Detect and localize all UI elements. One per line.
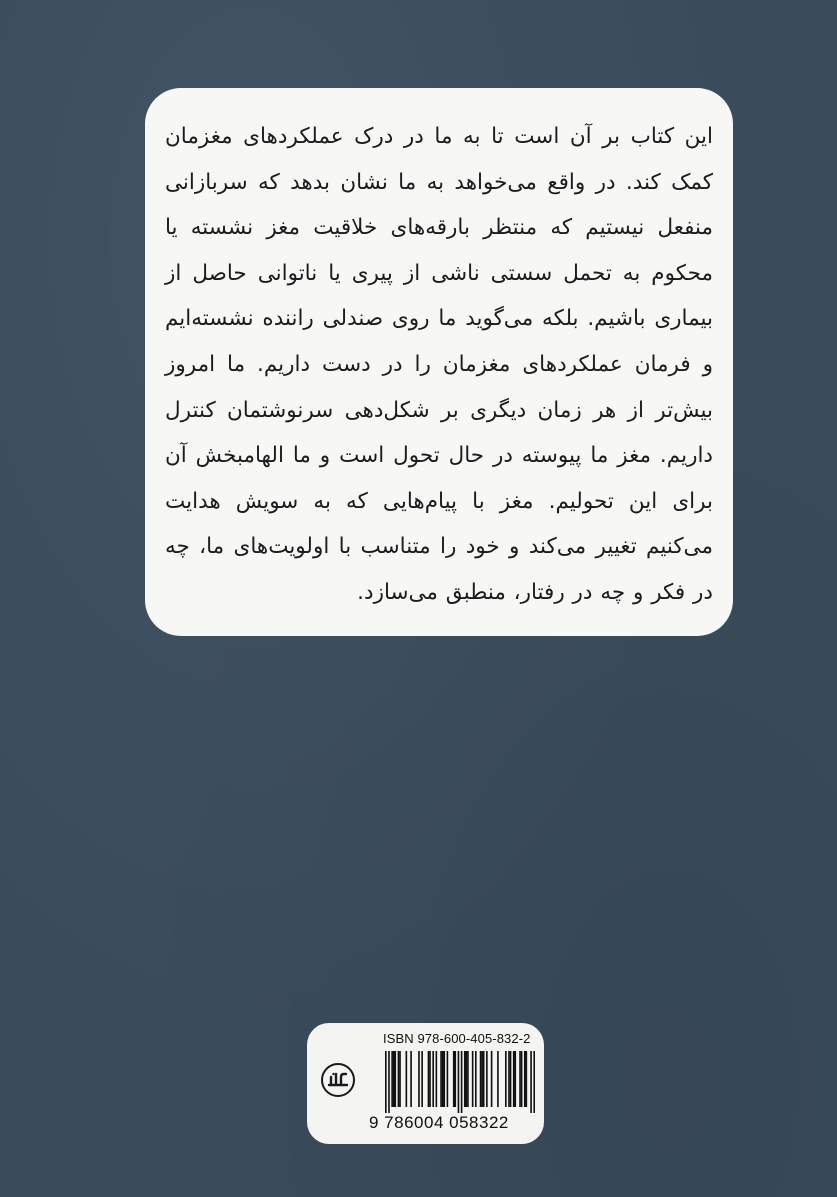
barcode-bar xyxy=(454,1051,456,1107)
barcode-bar xyxy=(394,1051,396,1107)
barcode-bar xyxy=(466,1051,468,1107)
barcode-bar xyxy=(472,1051,474,1107)
blurb-card xyxy=(145,88,733,636)
barcode-bar xyxy=(480,1051,482,1107)
barcode-bar xyxy=(410,1051,412,1107)
isbn-number: ISBN 978-600-405-832-2 xyxy=(383,1031,531,1046)
barcode-bar xyxy=(508,1051,510,1107)
barcode-bar xyxy=(491,1051,493,1107)
barcode-bar xyxy=(453,1051,455,1107)
barcode-bar xyxy=(442,1051,444,1107)
barcode-bar xyxy=(399,1051,401,1107)
barcode-bar xyxy=(526,1051,528,1107)
barcode-bar xyxy=(393,1051,395,1107)
barcode-bar xyxy=(464,1051,466,1107)
barcode-bar xyxy=(447,1051,449,1107)
barcode-bar xyxy=(533,1051,535,1113)
barcode-bar xyxy=(436,1051,438,1107)
barcode-bar xyxy=(429,1051,431,1107)
barcode-bar xyxy=(481,1051,483,1107)
barcode-bar xyxy=(432,1051,434,1107)
barcode-bar xyxy=(461,1051,463,1113)
barcode-bar xyxy=(391,1051,393,1107)
barcode-bar xyxy=(483,1051,485,1107)
barcode-bar xyxy=(510,1051,512,1107)
barcode-bar xyxy=(486,1051,488,1107)
barcode-bar xyxy=(521,1051,523,1107)
barcode-digits: 9 786004 058322 xyxy=(369,1113,509,1132)
barcode-bar xyxy=(475,1051,477,1107)
barcode-bar xyxy=(418,1051,420,1107)
barcode-bar xyxy=(519,1051,521,1107)
barcode-bar xyxy=(505,1051,507,1107)
barcode-bar xyxy=(406,1051,408,1107)
barcode-bar xyxy=(497,1051,499,1107)
barcode-bar xyxy=(524,1051,526,1107)
barcode-bar xyxy=(388,1051,390,1113)
barcode xyxy=(385,1051,535,1113)
barcode-bar xyxy=(385,1051,387,1113)
barcode-bar xyxy=(513,1051,515,1107)
barcode-bar xyxy=(467,1051,469,1107)
barcode-bar xyxy=(421,1051,423,1107)
barcode-label xyxy=(307,1023,544,1144)
publisher-logo-icon xyxy=(321,1063,355,1097)
barcode-bar xyxy=(530,1051,532,1113)
publisher-logo-mark xyxy=(327,1071,349,1089)
barcode-bar xyxy=(428,1051,430,1107)
blurb-text: این کتاب بر آن است تا به ما در درک عملکردهای مغزمان کمک کند. در واقع می‌خواهد به ما نشان بدهد که سربازانی منفعل نیستیم که منتظر بارقه‌های خلاقیت مغز نشسته یا محکوم به تحمل سستی ناشی از پیری یا ناتوانی حاصل از بیماری باشیم. بلکه می‌گوید ما روی صندلی راننده نشسته‌ایم و فرمان عملکردهای مغزمان را در دست داریم. ما امروز بیش‌تر از هر زمان دیگری بر شکل‌دهی سرنوشتمان کنترل داریم. مغز ما پیوسته در حال تحول است و ما الهامبخش آن برای این تحولیم. مغز با پیام‌هایی که به سویش هدایت می‌کنیم تغییر می‌کند و خود را متناسب با اولویت‌های ما، چه در فکر و چه در رفتار، منطبق می‌سازد. xyxy=(165,124,713,605)
barcode-bar xyxy=(514,1051,516,1107)
barcode-bar xyxy=(458,1051,460,1113)
barcode-bar xyxy=(398,1051,400,1107)
barcode-bar xyxy=(440,1051,442,1107)
barcode-bar xyxy=(443,1051,445,1107)
